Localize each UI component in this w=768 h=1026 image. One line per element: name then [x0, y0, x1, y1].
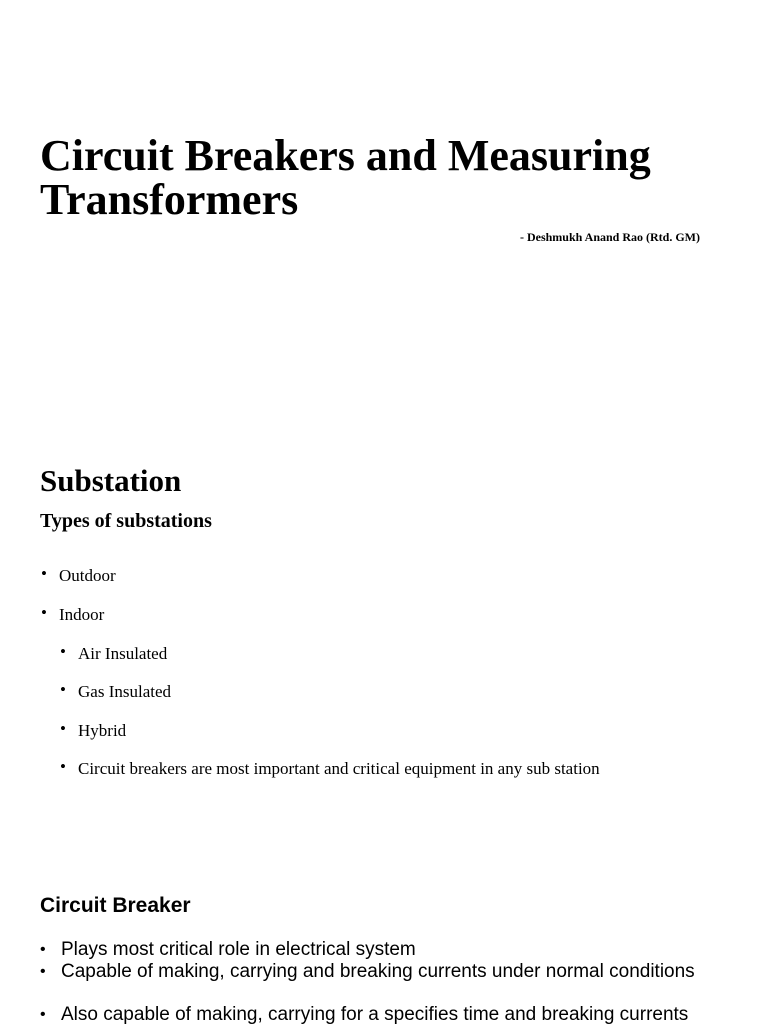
list-item-label: Indoor — [59, 605, 105, 624]
list-item — [40, 1004, 741, 1026]
list-item — [60, 642, 168, 664]
list-item-label: Capable of making, carrying and breaking currents under normal conditions — [61, 961, 695, 982]
bullet-icon: • — [60, 642, 66, 661]
bullet-icon: • — [40, 941, 46, 958]
author-credit: - Deshmukh Anand Rao (Rtd. GM) — [519, 230, 700, 244]
bullet-icon: • — [60, 757, 66, 776]
list-item — [60, 757, 600, 779]
list-item — [60, 719, 127, 741]
bullet-icon: • — [40, 1006, 46, 1023]
slide-title: Circuit Breakers and Measuring Transformers — [40, 131, 651, 224]
bullet-icon: • — [40, 963, 46, 980]
list-item — [41, 564, 116, 586]
list-item — [60, 680, 172, 702]
list-item-label: Circuit breakers are most important and critical equipment in any sub station — [78, 759, 600, 778]
list-item-label: Also capable of making, carrying for a specifies time and breaking currents — [61, 1004, 689, 1025]
bullet-icon: • — [41, 564, 47, 583]
substation-subheading: Types of substations — [40, 510, 212, 532]
list-item — [41, 603, 105, 625]
list-item-label: Plays most critical role in electrical system — [61, 939, 416, 960]
circuit-breaker-heading: Circuit Breaker — [40, 894, 191, 917]
list-item — [40, 961, 741, 983]
list-item-label: Outdoor — [59, 566, 116, 585]
list-item — [40, 939, 741, 961]
list-item-label: Hybrid — [78, 721, 127, 740]
list-item-label: Gas Insulated — [78, 682, 172, 701]
list-item-label: Air Insulated — [78, 644, 168, 663]
bullet-icon: • — [41, 603, 47, 622]
bullet-icon: • — [60, 719, 66, 738]
substation-heading: Substation — [40, 463, 182, 498]
bullet-icon: • — [60, 680, 66, 699]
